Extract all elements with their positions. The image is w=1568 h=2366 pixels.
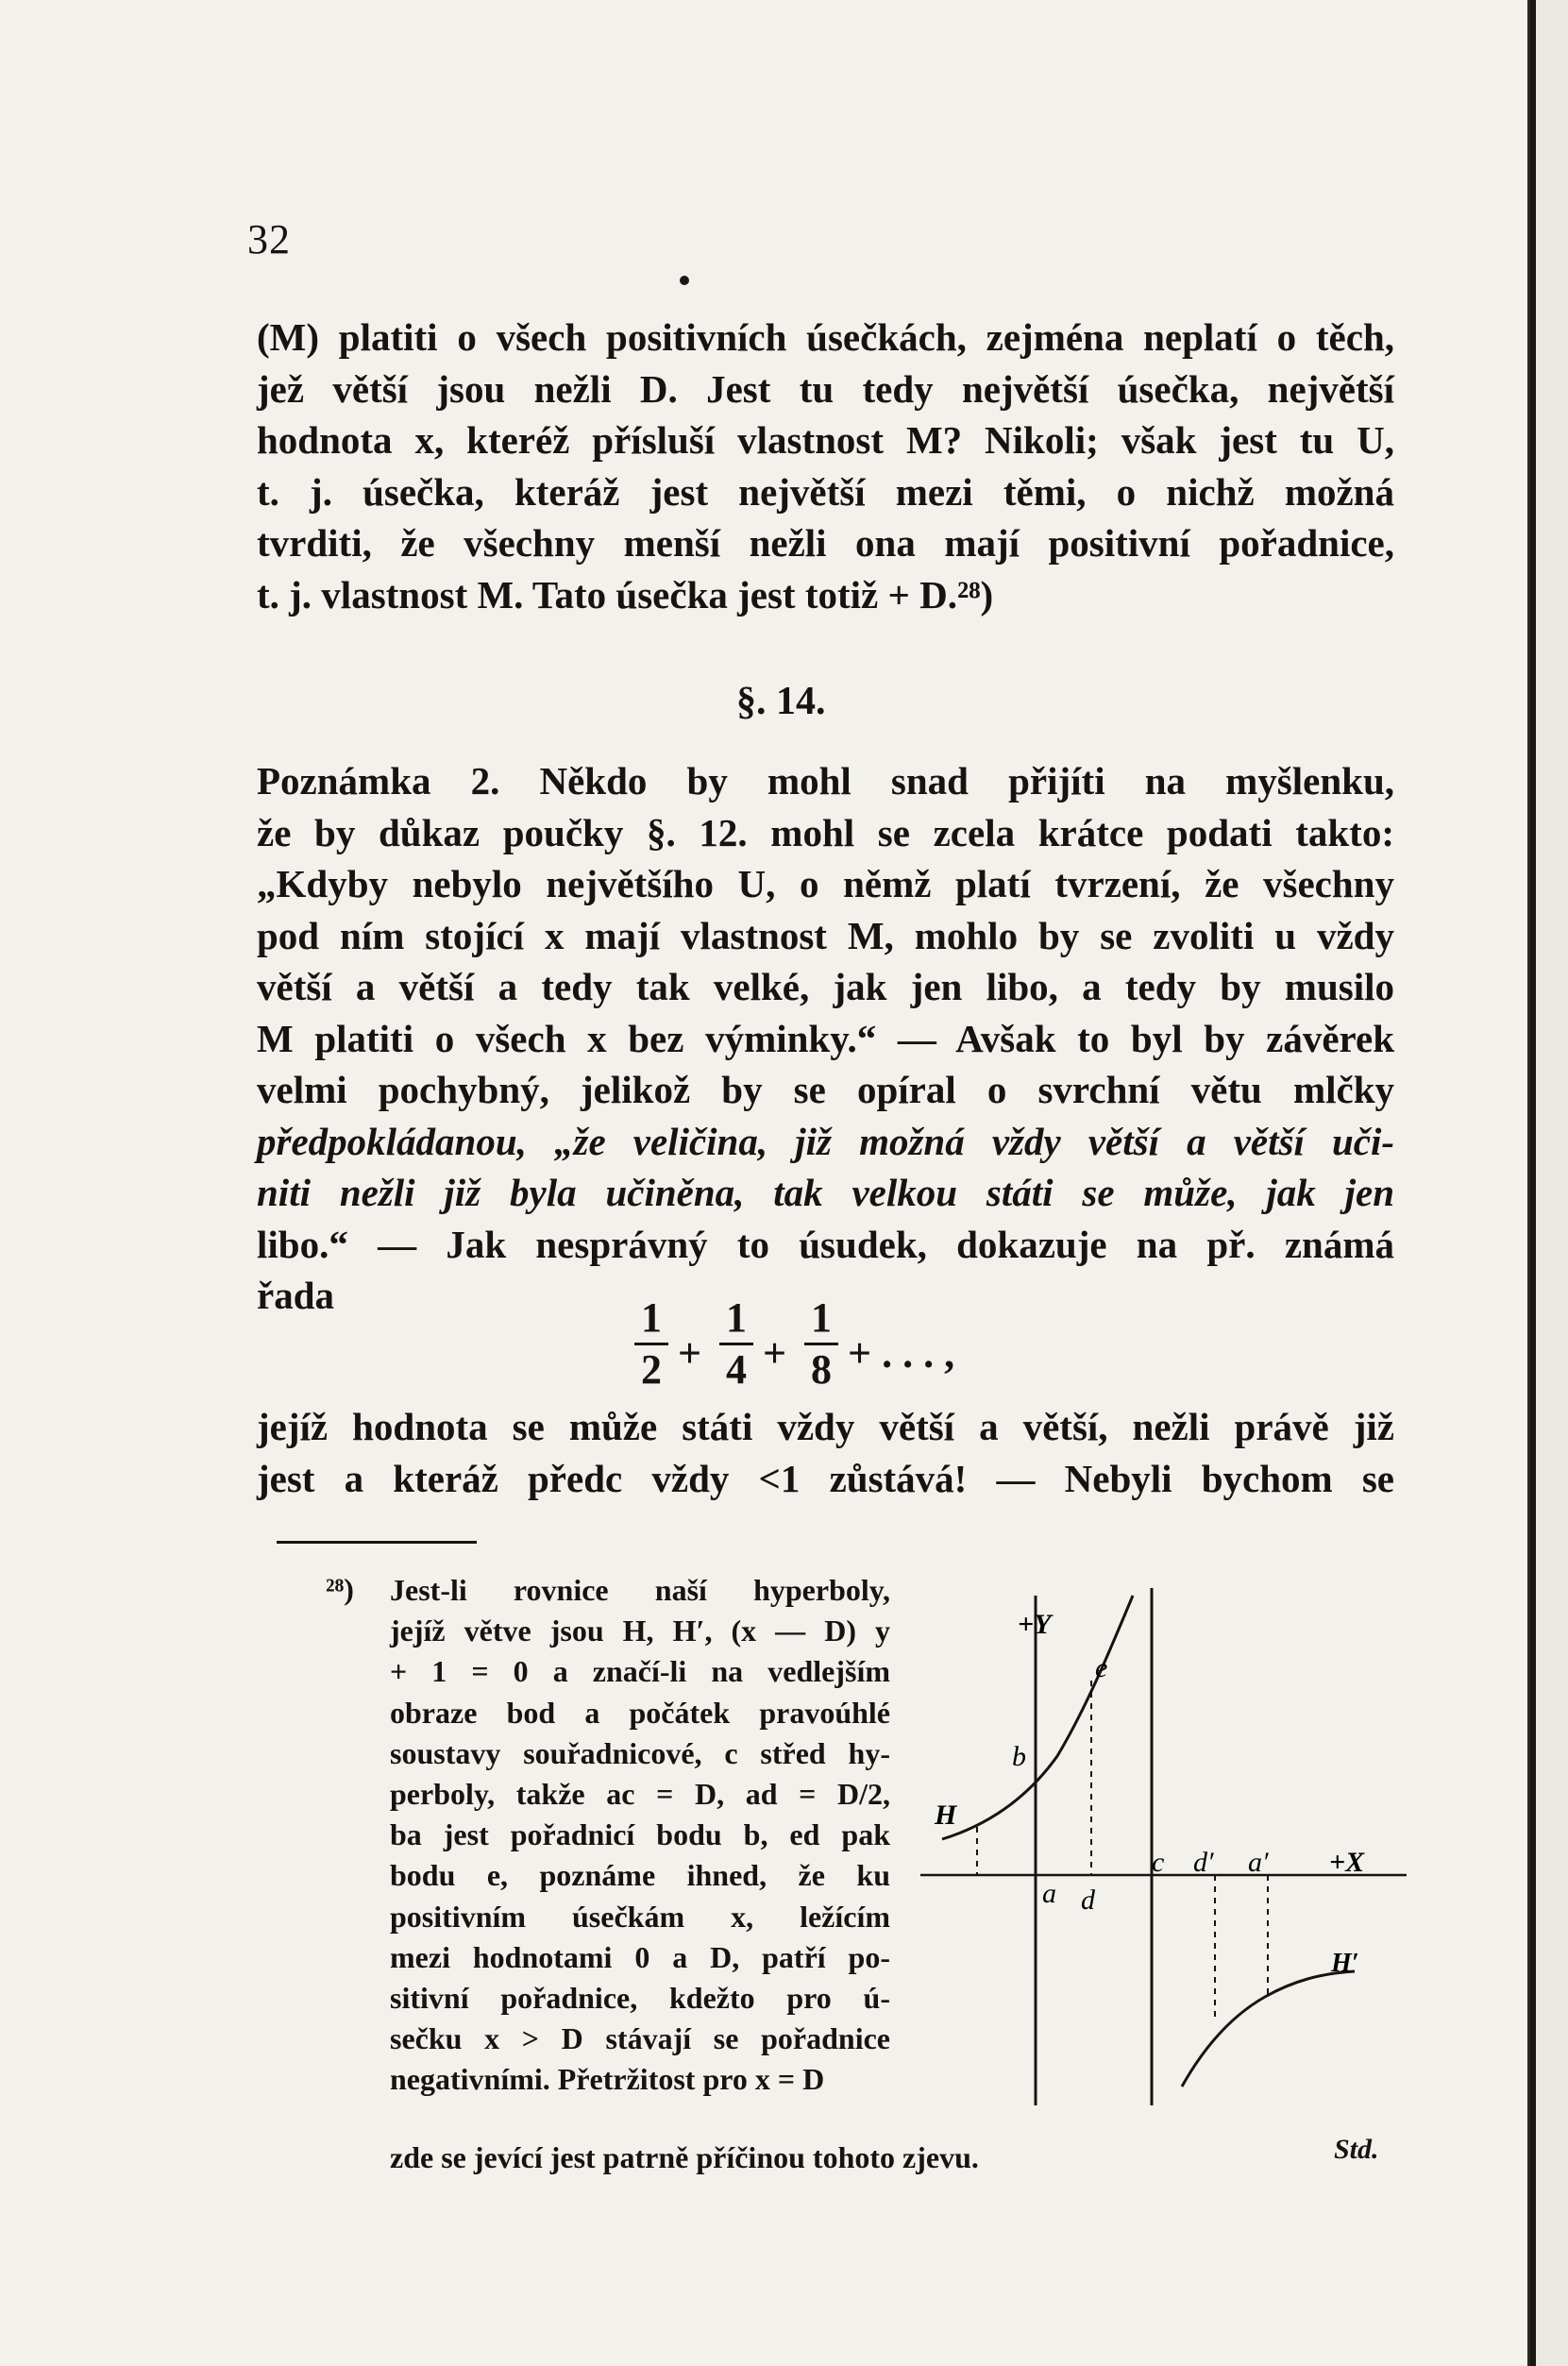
label-branch-h-prime: H′ bbox=[1331, 1949, 1359, 1978]
text-line: jest a kteráž předc vždy <1 zůstává! — Nebyli bychom se bbox=[257, 1456, 1394, 1500]
footnote-final-line: zde se jevící jest patrně příčinou tohoto zjevu. bbox=[390, 2140, 979, 2174]
footnote-line: sitivní pořadnice, kdežto pro ú- bbox=[390, 1981, 890, 2016]
printer-dot bbox=[680, 276, 689, 285]
text-line: niti nežli již byla učiněna, tak velkou státi se může, jak jen bbox=[257, 1171, 1394, 1214]
series-formula bbox=[632, 1293, 1010, 1407]
footnote-line: positivním úsečkám x, ležícím bbox=[390, 1899, 890, 1934]
fraction: 1 2 bbox=[632, 1293, 670, 1394]
text-line: libo.“ — Jak nesprávný to úsudek, dokazuje na př. známá bbox=[257, 1222, 1394, 1266]
paragraph-1 bbox=[257, 312, 1394, 620]
footnote-text bbox=[390, 1570, 890, 2101]
text-line: Poznámka 2. Někdo by mohl snad přijíti na myšlenku, bbox=[257, 759, 1394, 803]
section-heading: §. 14. bbox=[736, 680, 826, 723]
label-point-d-prime: d′ bbox=[1193, 1847, 1214, 1878]
footnote-line: mezi hodnotami 0 a D, patří po- bbox=[390, 1939, 890, 1974]
plus-sign: + bbox=[763, 1330, 787, 1377]
text-line: velmi pochybný, jelikož by se opíral o svrchní větu mlčky bbox=[257, 1068, 1394, 1111]
text-line: M platiti o všech x bez výminky.“ — Avšak to byl by závěrek bbox=[257, 1016, 1394, 1060]
text-line: „Kdyby nebylo největšího U, o němž platí tvrzení, že všechny bbox=[257, 862, 1394, 905]
paragraph-2 bbox=[257, 755, 1394, 1322]
page-number: 32 bbox=[247, 216, 291, 262]
text-line: předpokládanou, „že veličina, již možná vždy větší a větší uči- bbox=[257, 1119, 1394, 1163]
signature: Std. bbox=[1334, 2134, 1379, 2165]
series-tail: + . . . , bbox=[848, 1330, 955, 1377]
footnote-rule bbox=[277, 1541, 477, 1544]
label-x-axis: +X bbox=[1329, 1847, 1365, 1878]
fraction: 1 4 bbox=[717, 1293, 755, 1394]
footnote-line: jejíž větve jsou H, H′, (x — D) y bbox=[390, 1614, 890, 1648]
label-point-b: b bbox=[1012, 1741, 1026, 1772]
label-y-axis: +Y bbox=[1018, 1609, 1052, 1640]
text-line: hodnota x, kteréž přísluší vlastnost M? Nikoli; však jest tu U, bbox=[257, 418, 1394, 462]
text-line: větší a větší a tedy tak velké, jak jen libo, a tedy by musilo bbox=[257, 965, 1394, 1008]
footnote-line: negativními. Přetržitost pro x = D bbox=[390, 2062, 825, 2097]
label-branch-h: H bbox=[935, 1800, 957, 1831]
text-line: t. j. vlastnost M. Tato úsečka jest totiž + D.²⁸) bbox=[257, 572, 994, 617]
text-line: t. j. úsečka, kteráž jest největší mezi těmi, o nichž možná bbox=[257, 469, 1394, 514]
label-point-d: d bbox=[1081, 1884, 1095, 1916]
footnote-line: Jest-li rovnice naší hyperboly, bbox=[390, 1573, 890, 1607]
text-line: že by důkaz poučky §. 12. mohl se zcela krátce podati takto: bbox=[257, 810, 1394, 854]
footnote-line: soustavy souřadnicové, c střed hy- bbox=[390, 1735, 890, 1770]
footnote-line: + 1 = 0 a značí-li na vedlejším bbox=[390, 1654, 890, 1689]
footnote-line: ba jest pořadnicí bodu b, ed pak bbox=[390, 1817, 890, 1852]
footnote-line: perboly, takže ac = D, ad = D/2, bbox=[390, 1777, 890, 1812]
footnote-line: obraze bod a počátek pravoúhlé bbox=[390, 1695, 890, 1730]
plus-sign: + bbox=[678, 1330, 702, 1377]
footnote-marker: ²⁸) bbox=[326, 1572, 354, 1606]
text-line: jejíž hodnota se může státi vždy větší a větší, nežli právě již bbox=[257, 1405, 1394, 1448]
page-spine bbox=[1530, 0, 1568, 2366]
label-point-a-prime: a′ bbox=[1248, 1847, 1269, 1878]
label-point-e: e bbox=[1095, 1652, 1108, 1683]
footnote-line: sečku x > D stávají se pořadnice bbox=[390, 2021, 890, 2056]
label-point-c: c bbox=[1152, 1847, 1165, 1878]
footnote-line: bodu e, poznáme ihned, že ku bbox=[390, 1858, 890, 1893]
hyperbola-diagram bbox=[906, 1577, 1416, 2105]
fraction: 1 8 bbox=[802, 1293, 840, 1394]
text-line: (M) platiti o všech positivních úsečkách, zejména neplatí o těch, bbox=[257, 315, 1394, 359]
text-line: řada bbox=[257, 1274, 334, 1317]
text-line: tvrditi, že všechny menší nežli ona mají positivní pořadnice, bbox=[257, 521, 1394, 565]
paragraph-3 bbox=[257, 1401, 1394, 1504]
text-line: jež větší jsou nežli D. Jest tu tedy největší úsečka, největší bbox=[257, 366, 1394, 411]
text-line: pod ním stojící x mají vlastnost M, mohlo by se zvoliti u vždy bbox=[257, 913, 1394, 957]
label-point-a: a bbox=[1042, 1878, 1056, 1909]
